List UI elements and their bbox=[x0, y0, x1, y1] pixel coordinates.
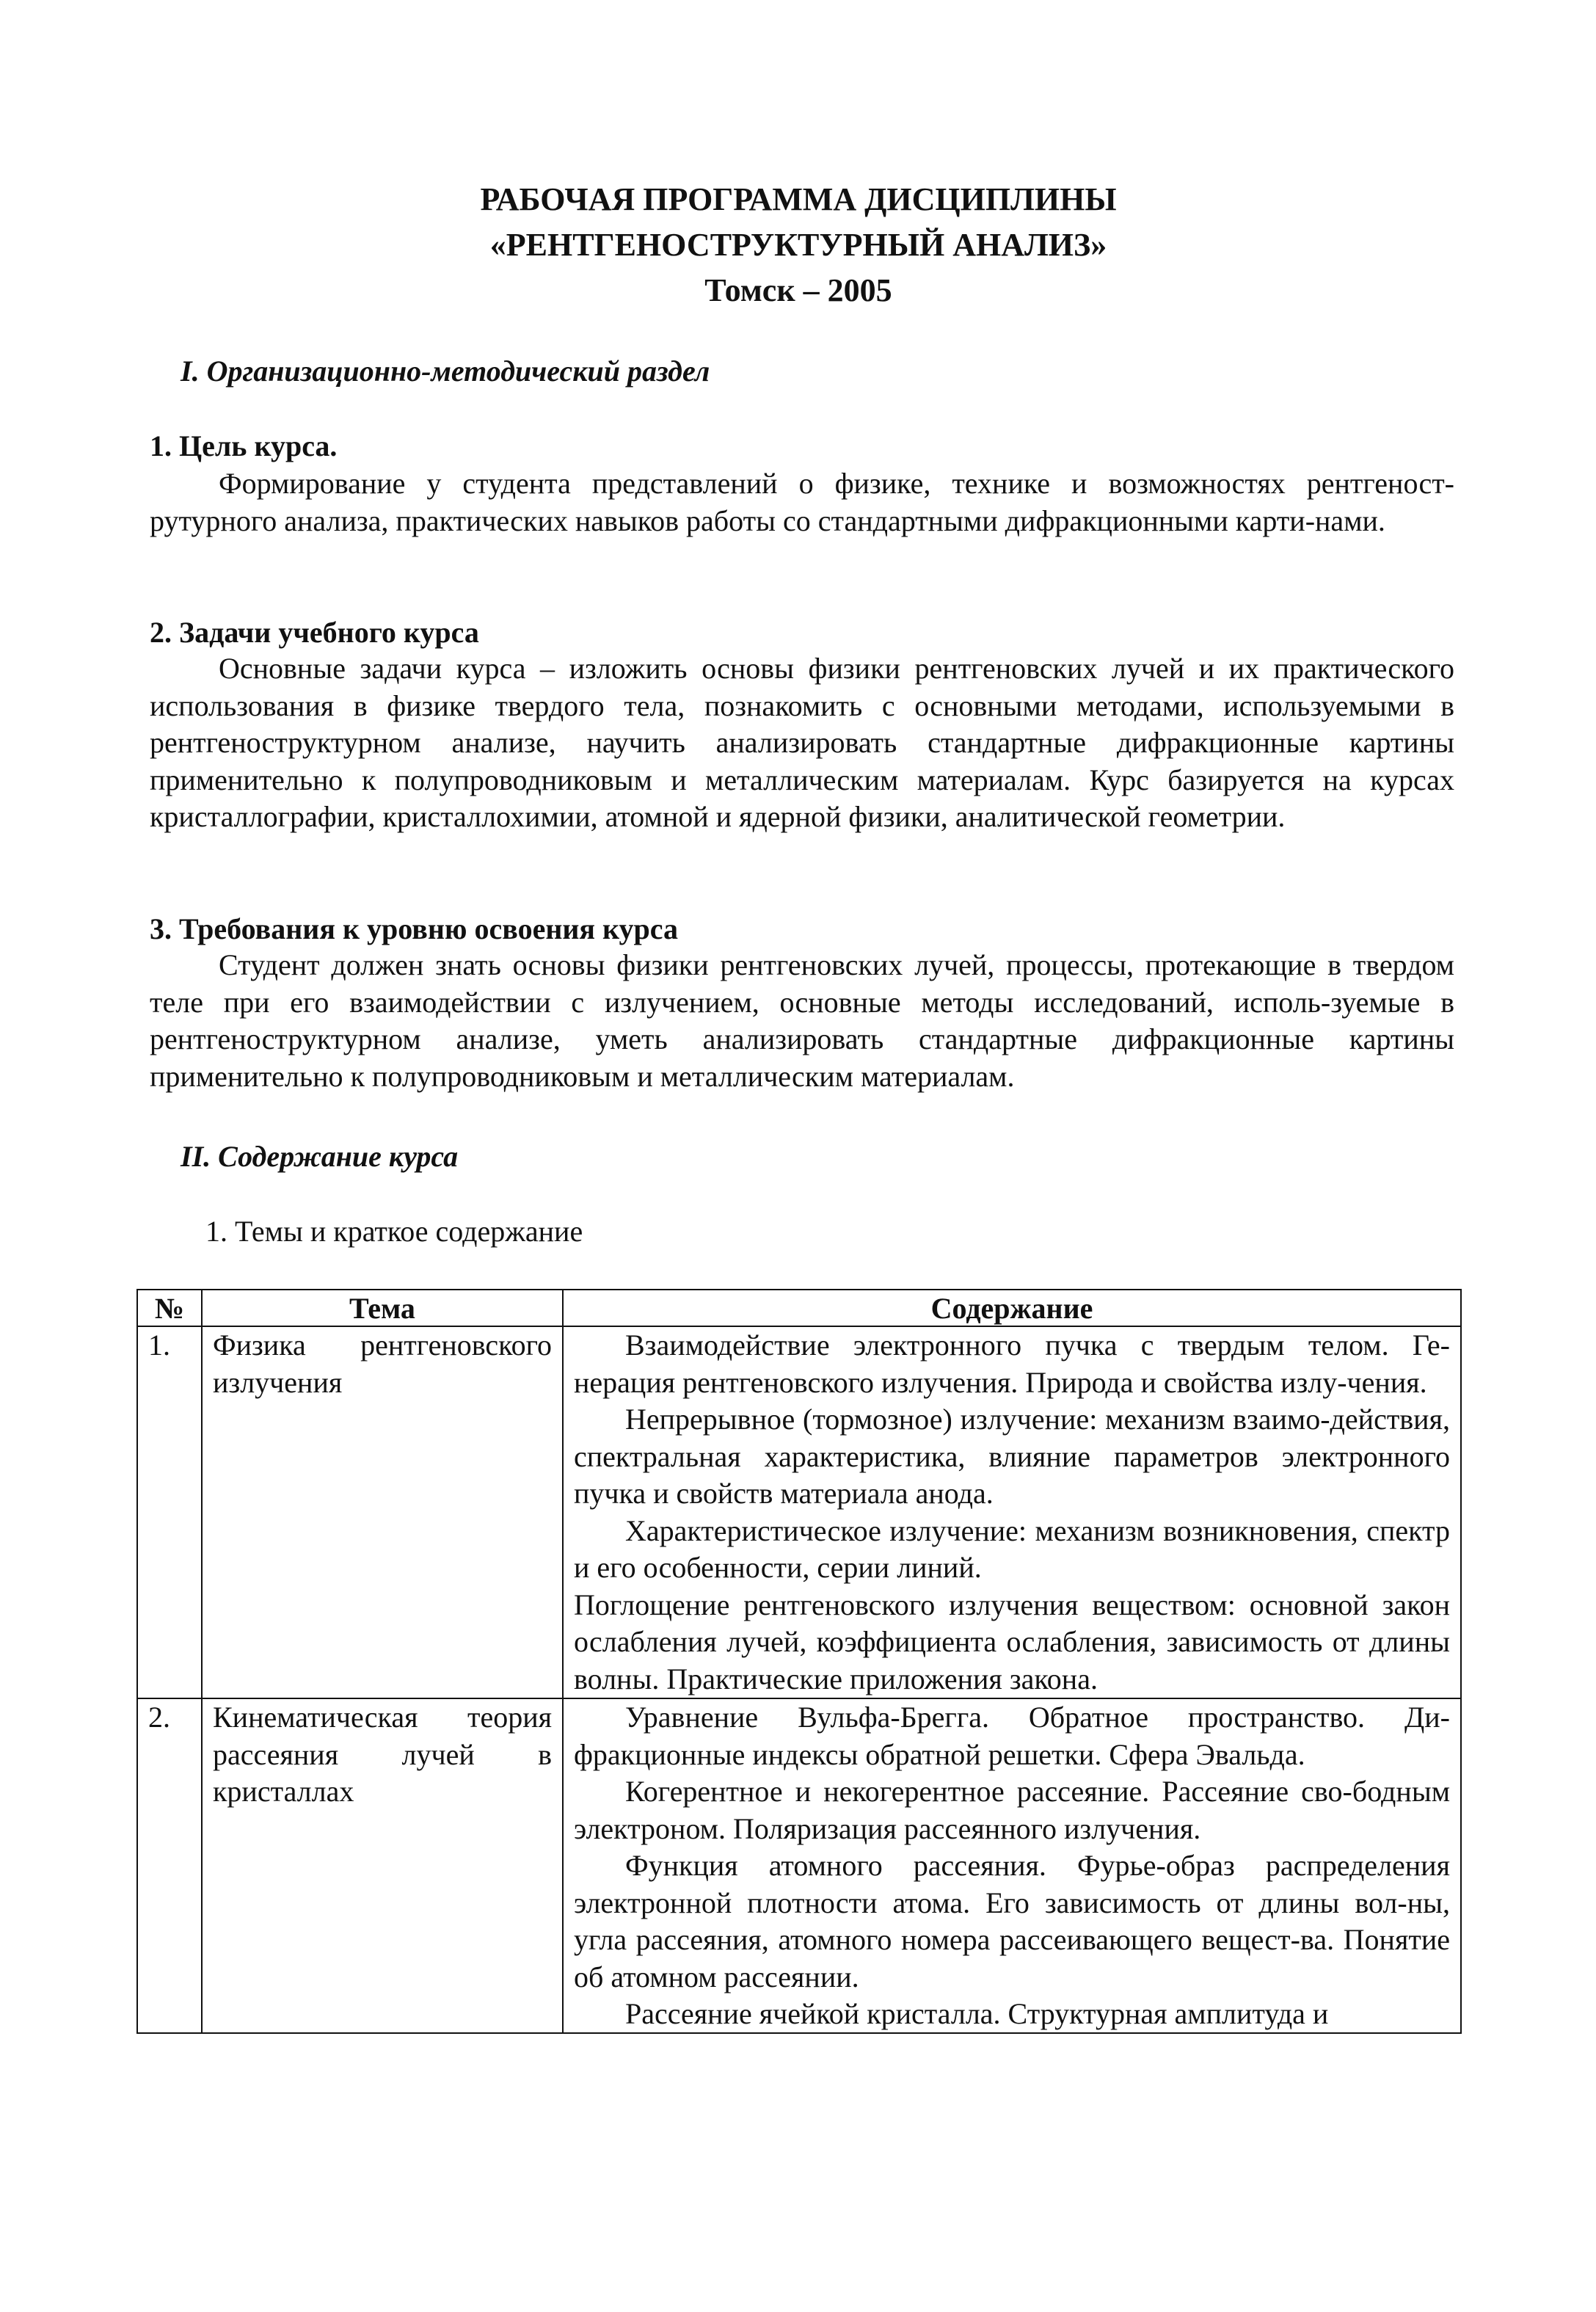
course-requirements-heading: 3. Требования к уровню освоения курса bbox=[150, 912, 679, 945]
content-paragraph: Рассеяние ячейкой кристалла. Структурная амплитуда и bbox=[625, 1997, 1329, 2030]
content-paragraph: Поглощение рентгеновского излучения веществом: основной закон ослабления лучей, коэффициента ослабления, зависимость от длины волны. Практические приложения закона. bbox=[574, 1588, 1450, 1695]
course-goal-text: Формирование у студента представлений о физике, технике и возможностях рентгеност-рутурного анализа, практических навыков работы со стандартными дифракционными карти-нами. bbox=[150, 467, 1454, 537]
content-paragraph: Уравнение Вульфа-Брегга. Обратное пространство. Ди-фракционные индексы обратной решетки. Сфера Эвальда. bbox=[574, 1701, 1450, 1771]
topics-table bbox=[136, 1289, 1462, 2034]
row-topic: Физика рентгеновского излучения bbox=[202, 1326, 563, 1698]
course-tasks-heading: 2. Задачи учебного курса bbox=[150, 616, 479, 649]
section-heading-content: II. Содержание курса bbox=[181, 1140, 459, 1173]
document-title-line-3: Томск – 2005 bbox=[704, 272, 892, 308]
row-content bbox=[563, 1326, 1461, 1698]
table-header-row bbox=[137, 1290, 1461, 1326]
content-paragraph: Непрерывное (тормозное) излучение: механизм взаимо-действия, спектральная характеристика, влияние параметров электронного пучка и свойств материала анода. bbox=[574, 1403, 1450, 1510]
table-header-number: № bbox=[137, 1290, 202, 1326]
row-content bbox=[563, 1698, 1461, 2033]
document-title-line-2: «РЕНТГЕНОСТРУКТУРНЫЙ АНАЛИЗ» bbox=[489, 227, 1107, 263]
content-paragraph: Характеристическое излучение: механизм возникновения, спектр и его особенности, серии линий. bbox=[574, 1513, 1450, 1584]
table-row bbox=[137, 1698, 1461, 2033]
content-paragraph: Когерентное и некогерентное рассеяние. Рассеяние сво-бодным электроном. Поляризация рассеянного излучения. bbox=[574, 1775, 1450, 1845]
content-paragraph: Функция атомного рассеяния. Фурье-образ распределения электронной плотности атома. Его зависимость от длины вол-ны, угла рассеяния, атомного номера рассеивающего вещест-ва. Понятие об атомном рассеянии. bbox=[574, 1849, 1450, 1993]
content-paragraph: Взаимодействие электронного пучка с твердым телом. Ге-нерация рентгеновского излучения. Природа и свойства излу-чения. bbox=[574, 1328, 1450, 1399]
table-row bbox=[137, 1326, 1461, 1698]
topics-list-item: 1. Темы и краткое содержание bbox=[205, 1215, 583, 1248]
course-goal-heading: 1. Цель курса. bbox=[150, 429, 338, 462]
table-header-content: Содержание bbox=[563, 1290, 1461, 1326]
section-heading-organizational: I. Организационно-методический раздел bbox=[181, 355, 710, 388]
row-number: 1. bbox=[137, 1326, 202, 1698]
table-header-topic: Тема bbox=[202, 1290, 563, 1326]
row-number: 2. bbox=[137, 1698, 202, 2033]
row-topic: Кинематическая теория рассеяния лучей в кристаллах bbox=[202, 1698, 563, 2033]
course-requirements-text: Студент должен знать основы физики рентгеновских лучей, процессы, протекающие в твердом теле при его взаимодействии с излучением, основные методы исследований, исполь-зуемые в рентгеноструктурном анализе, уметь анализировать стандартные дифракционные картины применительно к полупроводниковым и металлическим материалам. bbox=[150, 948, 1454, 1093]
document-title-line-1: РАБОЧАЯ ПРОГРАММА ДИСЦИПЛИНЫ bbox=[480, 181, 1117, 217]
course-tasks-text: Основные задачи курса – изложить основы физики рентгеновских лучей и их практического использования в физике твердого тела, познакомить с основными методами, используемыми в рентгеноструктурном анализе, научить анализировать стандартные дифракционные картины применительно к полупроводниковым и металлическим материалам. Курс базируется на курсах кристаллографии, кристаллохимии, атомной и ядерной физики, аналитической геометрии. bbox=[150, 652, 1454, 833]
